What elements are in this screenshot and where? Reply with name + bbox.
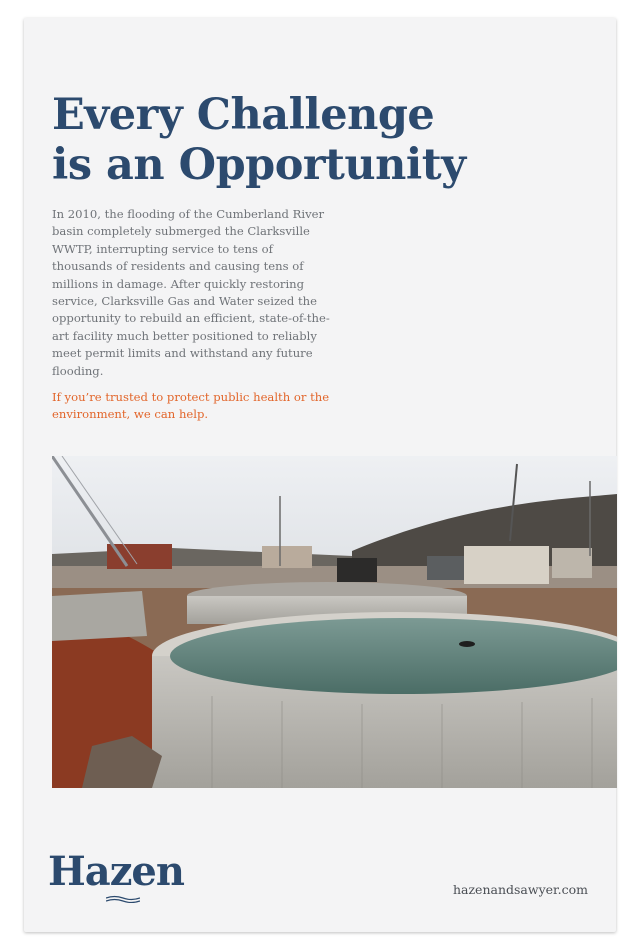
- call-to-action: If you’re trusted to protect public health or the environment, we can help.: [52, 390, 330, 422]
- hazen-logo: Hazen: [48, 848, 184, 895]
- website-link[interactable]: hazenandsawyer.com: [452, 882, 588, 897]
- logo-wave-icon: [106, 895, 140, 903]
- headline-line-1: Every Challenge: [52, 90, 435, 140]
- construction-site-photo: [52, 456, 617, 788]
- headline: [52, 90, 466, 190]
- ad-card: [24, 18, 616, 932]
- headline-line-2: is an Opportunity: [52, 140, 466, 190]
- body-paragraph: In 2010, the flooding of the Cumberland River basin completely submerged the Clarksville WWTP, interrupting service to tens of thousands of residents and causing tens of millions in damage. After quickly restoring service, Clarksville Gas and Water seized the opportunity to rebuild an efficient, state-of-the-art facility much better positioned to reliably meet permit limits and withstand any future flooding.: [52, 207, 330, 378]
